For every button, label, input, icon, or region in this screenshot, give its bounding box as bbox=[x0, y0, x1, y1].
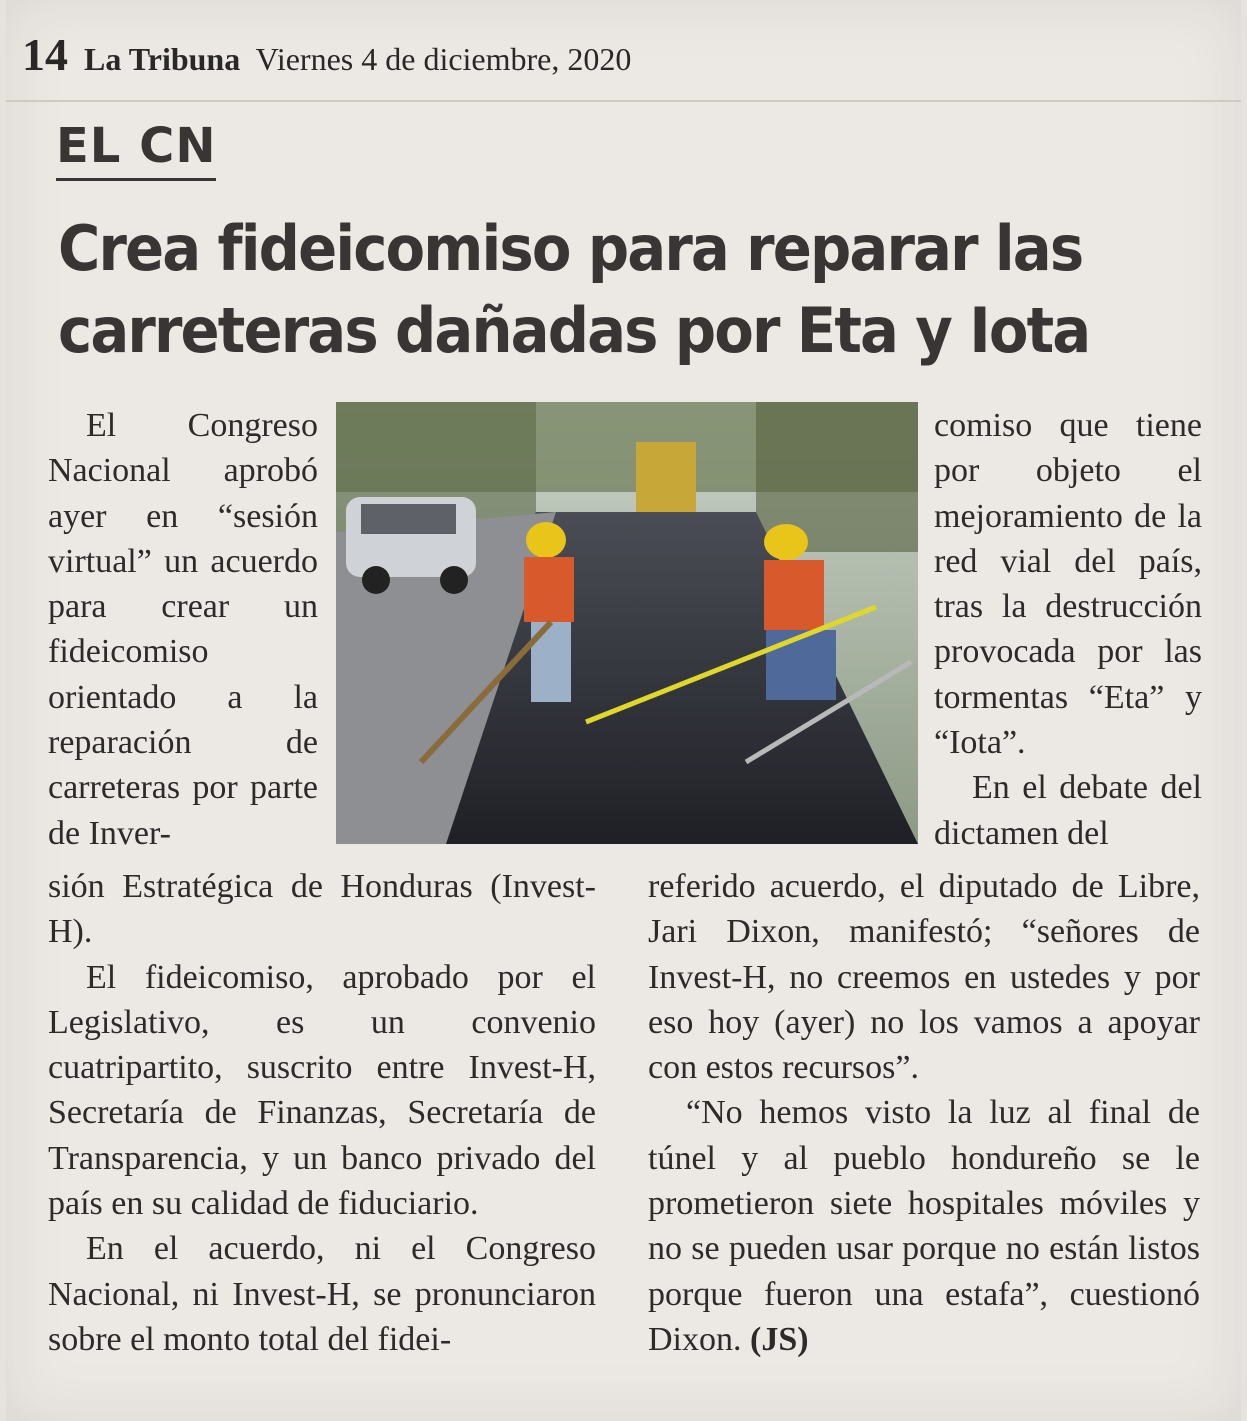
header-divider bbox=[6, 100, 1241, 102]
article-column-right-bottom bbox=[648, 864, 1200, 1362]
article-column-left-top bbox=[48, 403, 318, 856]
paragraph bbox=[648, 1090, 1200, 1362]
newspaper-name: La Tribuna bbox=[84, 41, 241, 77]
paragraph: referido acuerdo, el diputado de Libre, Jari Dixon, manifestó; “señores de Invest-H, no creemos en ustedes y por eso hoy (ayer) no los vamos a apoyar con estos recursos”. bbox=[648, 868, 1200, 1087]
paragraph: En el debate del dictamen del bbox=[934, 769, 1202, 852]
page-number: 14 bbox=[22, 29, 68, 80]
paragraph: En el acuerdo, ni el Congreso Nacional, ni Invest-H, se pronunciaron sobre el monto total del fidei- bbox=[48, 1230, 596, 1358]
section-label: EL CN bbox=[56, 118, 216, 181]
paragraph: sión Estratégica de Honduras (Invest-H). bbox=[48, 868, 596, 951]
headline: Crea fideicomiso para reparar las carreteras dañadas por Eta y Iota bbox=[58, 212, 1090, 367]
paragraph: El fideicomiso, aprobado por el Legislativo, es un convenio cuatripartito, suscrito entre Invest-H, Secretaría de Finanzas, Secretaría de Transparencia, y un banco privado del país en su calidad de fiduciario. bbox=[48, 958, 596, 1223]
article-column-left-bottom bbox=[48, 864, 596, 1362]
page-header bbox=[22, 28, 631, 81]
paragraph: comiso que tiene por objeto el mejoramiento de la red vial del país, tras la destrucción provocada por las tormentas “Eta” y “Iota”. bbox=[934, 407, 1202, 762]
quote-text: “No hemos visto la luz al final de túnel y al pueblo hondureño se le prometieron siete hospitales móviles y no se pueden usar porque no están listos porque fueron una estafa”, cuestionó Dixon. bbox=[648, 1094, 1200, 1358]
road-workers-paving-icon bbox=[336, 402, 918, 844]
byline: (JS) bbox=[750, 1320, 809, 1358]
paragraph: El Congreso Nacional aprobó ayer en “sesión virtual” un acuerdo para crear un fideicomiso orientado a la reparación de carreteras por parte de Inver- bbox=[48, 407, 318, 852]
article-column-right-top bbox=[934, 403, 1202, 856]
road-workers-photo bbox=[336, 402, 918, 844]
publication-date: Viernes 4 de diciembre, 2020 bbox=[255, 41, 632, 77]
